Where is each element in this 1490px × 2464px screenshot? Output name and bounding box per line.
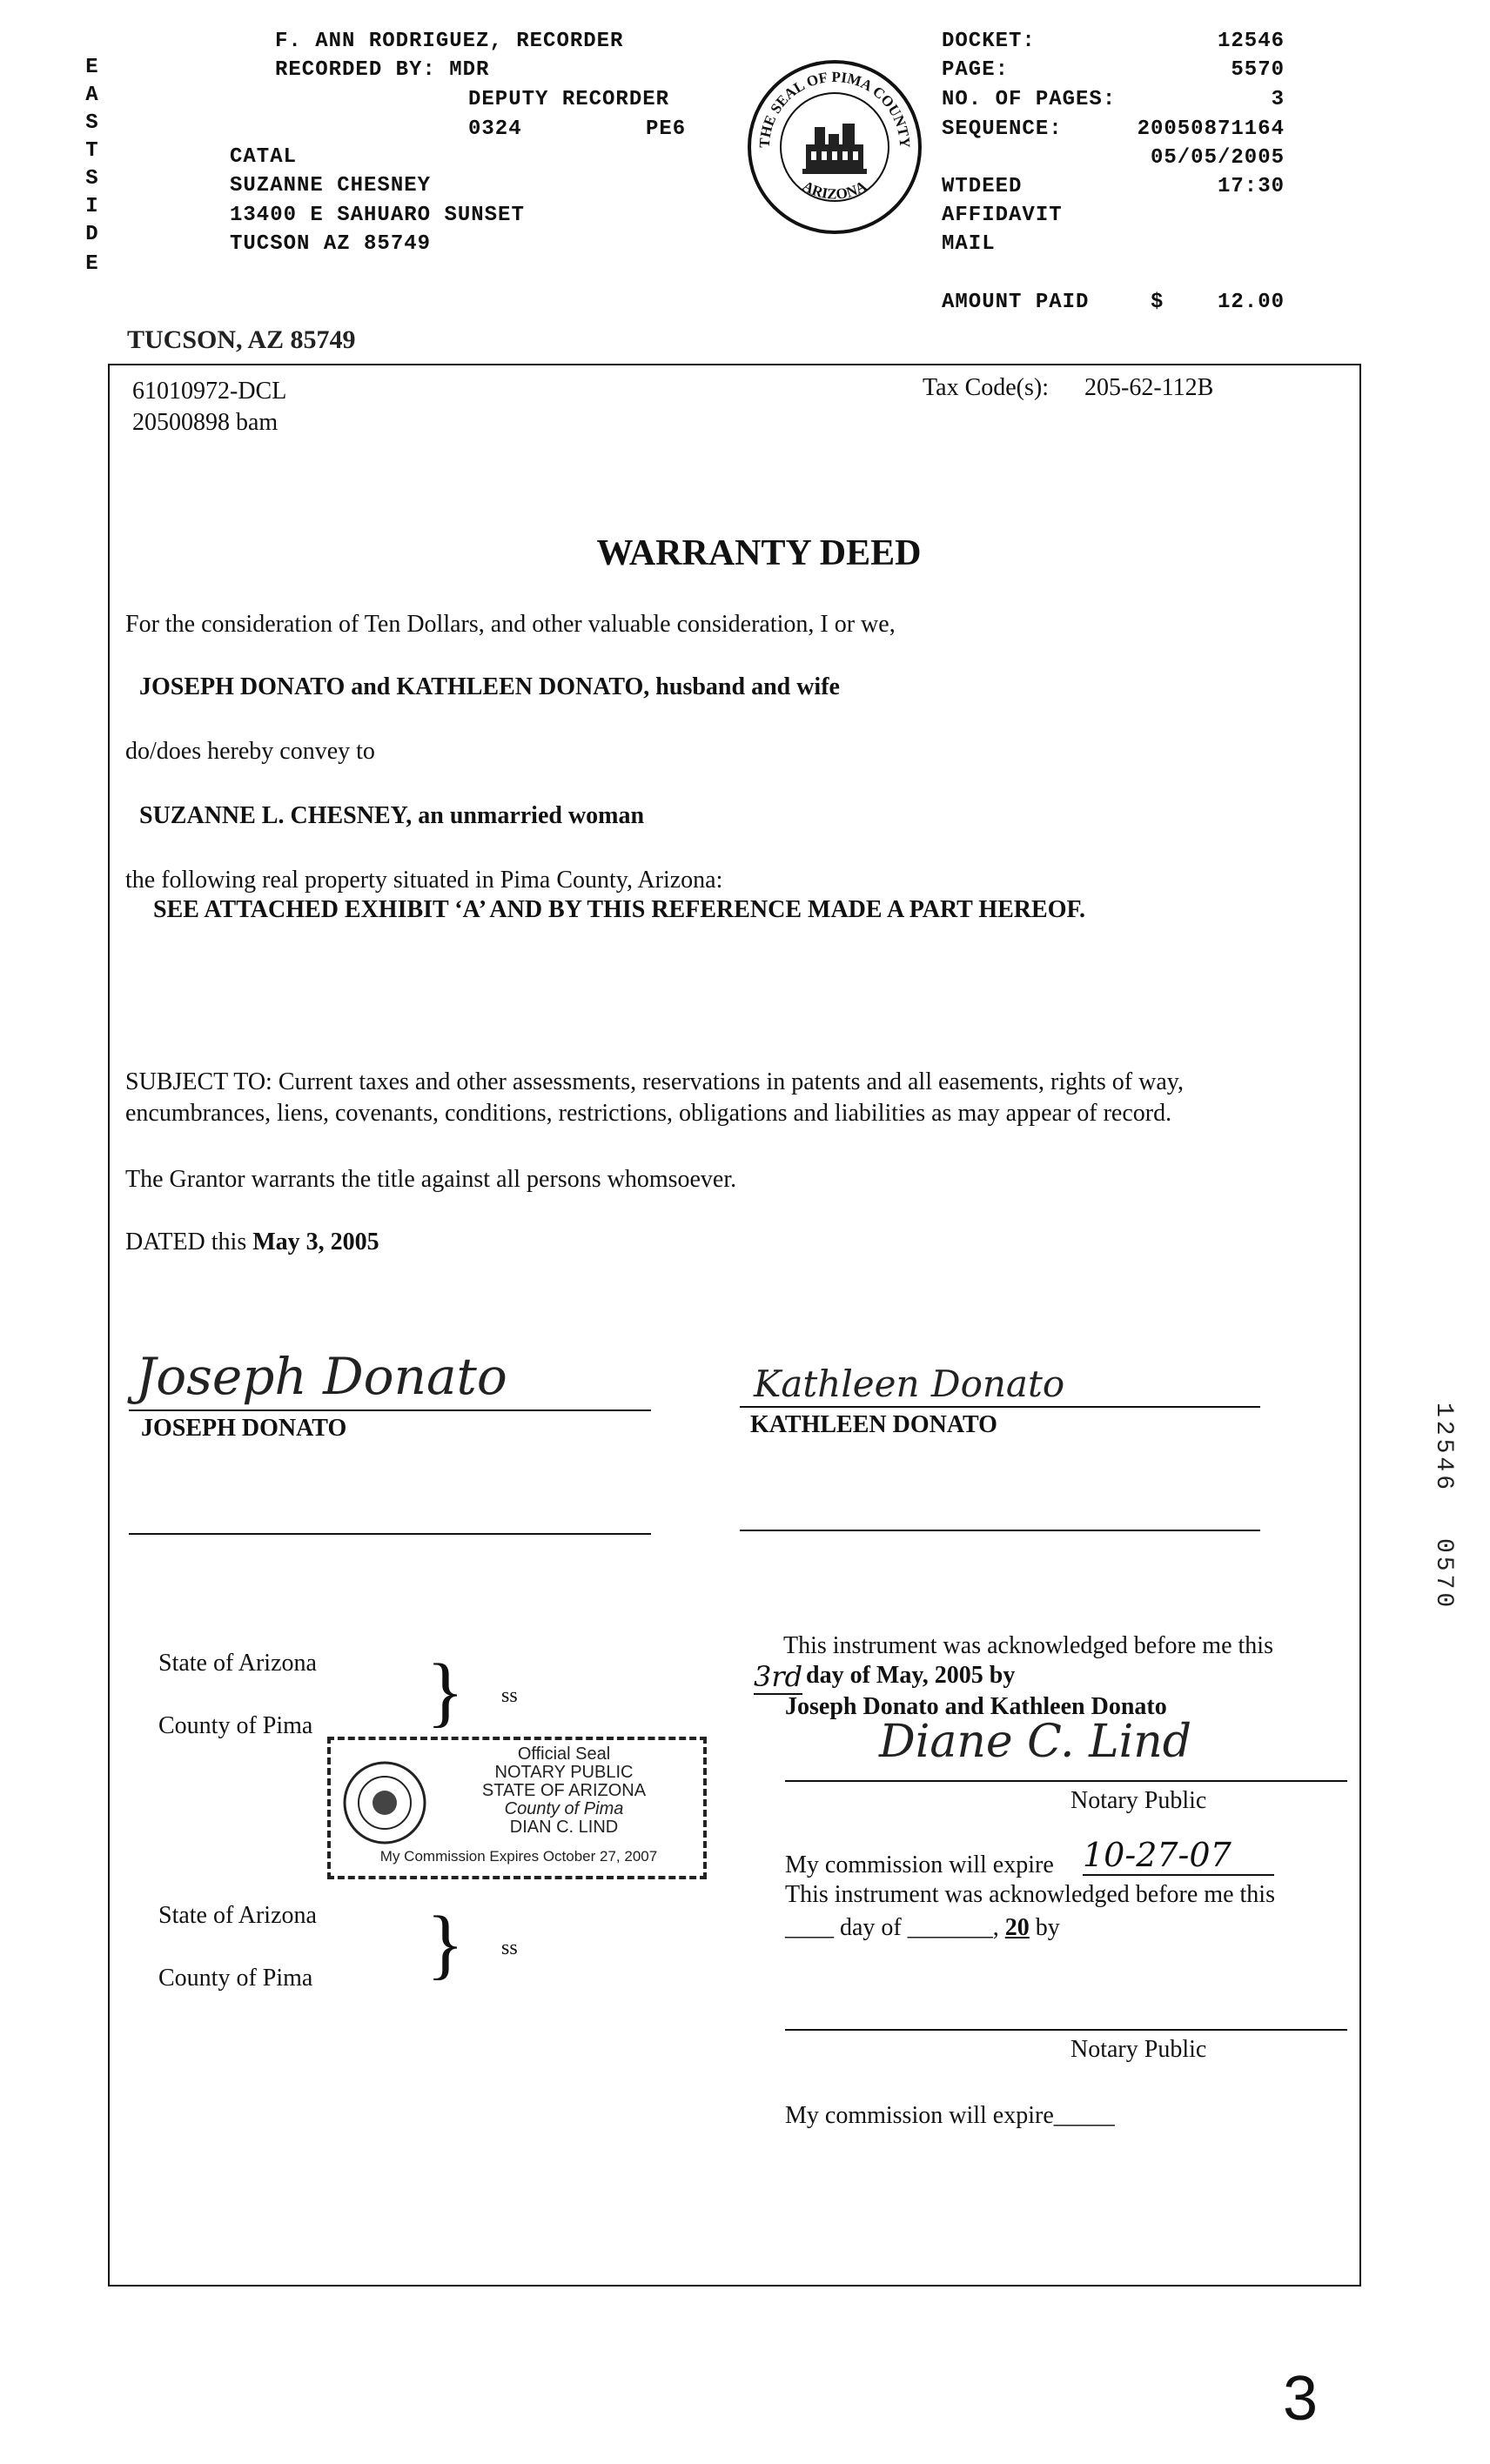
side-letter: D bbox=[85, 223, 99, 246]
property-text: the following real property situated in Pima County, Arizona: bbox=[125, 867, 723, 894]
sequence-label: SEQUENCE: bbox=[942, 117, 1063, 141]
side-letter: E bbox=[85, 56, 99, 79]
side-letter: I bbox=[85, 195, 99, 218]
seal-text-bottom: ARIZONA bbox=[800, 177, 869, 203]
notary-signature: Diane C. Lind bbox=[879, 1716, 1192, 1768]
side-letter: T bbox=[85, 139, 99, 163]
catal: CATAL bbox=[230, 145, 298, 169]
recipient-city: TUCSON AZ 85749 bbox=[230, 232, 432, 256]
deed-frame bbox=[108, 364, 1361, 2287]
ack2-state: State of Arizona bbox=[158, 1902, 317, 1929]
mail: MAIL bbox=[942, 232, 996, 256]
stamp-line-3: STATE OF ARIZONA bbox=[481, 1781, 647, 1800]
ack1-day-handwritten: 3rd bbox=[754, 1660, 803, 1693]
notary-signature-line bbox=[785, 2029, 1347, 2031]
ack1-expire-label: My commission will expire bbox=[785, 1851, 1054, 1878]
signature-line bbox=[129, 1409, 651, 1411]
stamp-line-5: DIAN C. LIND bbox=[509, 1818, 619, 1837]
ack1-county: County of Pima bbox=[158, 1712, 313, 1739]
signature-line bbox=[740, 1406, 1260, 1408]
docket-value: 12546 bbox=[1217, 30, 1285, 53]
amount-currency: $ bbox=[1151, 291, 1164, 314]
grantee: SUZANNE L. CHESNEY, an unmarried woman bbox=[139, 802, 645, 829]
svg-text:ARIZONA bbox=[800, 177, 870, 203]
ack2-ss: ss bbox=[501, 1937, 518, 1959]
ack1-expire-handwritten: 10-27-07 bbox=[1083, 1836, 1274, 1876]
grantor-2-signature: Kathleen Donato bbox=[754, 1363, 1065, 1405]
ack2-notary-label: Notary Public bbox=[1071, 2036, 1207, 2063]
ack2-expire-label: My commission will expire_____ bbox=[785, 2102, 1115, 2129]
subject-to-line-2: encumbrances, liens, covenants, conditions, restrictions, obligations and liabilities as may appear of record. bbox=[125, 1100, 1172, 1127]
docket-label: DOCKET: bbox=[942, 30, 1036, 53]
ack2-by: by bbox=[1029, 1914, 1060, 1941]
consideration-text: For the consideration of Ten Dollars, and other valuable consideration, I or we, bbox=[125, 611, 896, 638]
dated-prefix: DATED this bbox=[125, 1229, 253, 1255]
ack1-line-2: day of May, 2005 by bbox=[806, 1662, 1016, 1689]
recorded-date: 05/05/2005 bbox=[1150, 146, 1285, 170]
signature-line bbox=[740, 1530, 1260, 1531]
recorded-time: 17:30 bbox=[1217, 175, 1285, 198]
stamp-line-1: Official Seal bbox=[517, 1744, 611, 1764]
ack2-year: 20 bbox=[1004, 1914, 1030, 1941]
side-letter: A bbox=[85, 84, 99, 107]
page-value: 5570 bbox=[1231, 58, 1285, 82]
exhibit-reference: SEE ATTACHED EXHIBIT ‘A’ AND BY THIS REFERENCE MADE A PART HEREOF. bbox=[153, 896, 1086, 923]
recipient-address: 13400 E SAHUARO SUNSET bbox=[230, 204, 525, 227]
recorder-name: F. ANN RODRIGUEZ, RECORDER bbox=[275, 30, 624, 53]
side-letter: E bbox=[85, 252, 99, 276]
ack1-notary-label: Notary Public bbox=[1071, 1787, 1207, 1814]
page-label: PAGE: bbox=[942, 58, 1010, 82]
signature-line bbox=[129, 1533, 651, 1535]
dated-value: May 3, 2005 bbox=[252, 1229, 379, 1255]
deputy-recorder: DEPUTY RECORDER bbox=[468, 88, 670, 111]
page-number: 3 bbox=[1283, 2364, 1319, 2434]
notary-stamp bbox=[327, 1737, 707, 1879]
signer-1-name: JOSEPH DONATO bbox=[141, 1415, 347, 1442]
reference-number: 61010972-DCL bbox=[132, 378, 287, 405]
affidavit: AFFIDAVIT bbox=[942, 204, 1063, 227]
grantors: JOSEPH DONATO and KATHLEEN DONATO, husband and wife bbox=[139, 673, 840, 700]
ack1-state: State of Arizona bbox=[158, 1650, 317, 1677]
convey-text: do/does hereby convey to bbox=[125, 738, 375, 765]
brace-icon: } bbox=[426, 1649, 465, 1735]
stamp-line-6: My Commission Expires October 27, 2007 bbox=[379, 1848, 658, 1865]
recipient-name: SUZANNE CHESNEY bbox=[230, 174, 432, 198]
ack1-names: Joseph Donato and Kathleen Donato bbox=[785, 1693, 1167, 1720]
pages-value: 3 bbox=[1271, 88, 1285, 111]
pages-label: NO. OF PAGES: bbox=[942, 88, 1117, 111]
escrow-reference: 20500898 bam bbox=[132, 409, 279, 436]
notary-signature-line bbox=[785, 1780, 1347, 1782]
document-type: WTDEED bbox=[942, 175, 1023, 198]
grantor-1-signature: Joseph Donato bbox=[136, 1347, 507, 1406]
side-letter: S bbox=[85, 111, 99, 135]
tax-code-value: 205-62-112B bbox=[1084, 374, 1214, 401]
state-seal-icon bbox=[341, 1759, 428, 1846]
recorded-by: RECORDED BY: MDR bbox=[275, 58, 490, 82]
document-title: WARRANTY DEED bbox=[596, 533, 922, 573]
amount-label: AMOUNT PAID bbox=[942, 291, 1090, 314]
deputy-code: 0324 bbox=[468, 117, 522, 141]
deputy-code-2: PE6 bbox=[646, 117, 687, 141]
margin-docket-number: 12546 bbox=[1430, 1403, 1457, 1494]
seal-text-top: THE SEAL OF PIMA COUNTY bbox=[755, 68, 914, 149]
cut-off-address: TUCSON, AZ 85749 bbox=[127, 325, 356, 354]
dated-line bbox=[125, 1229, 379, 1256]
ack1-ss: ss bbox=[501, 1684, 518, 1707]
warranty-text: The Grantor warrants the title against all persons whomsoever. bbox=[125, 1166, 737, 1193]
stamp-line-4: County of Pima bbox=[504, 1799, 624, 1818]
ack2-line-2 bbox=[785, 1914, 1060, 1942]
sequence-value: 20050871164 bbox=[1137, 117, 1285, 141]
ack2-county: County of Pima bbox=[158, 1965, 313, 1992]
ack2-day-blank: ____ day of _______, bbox=[785, 1914, 1005, 1941]
signer-2-name: KATHLEEN DONATO bbox=[750, 1411, 997, 1438]
ack2-line-1: This instrument was acknowledged before me this bbox=[785, 1881, 1275, 1908]
stamp-line-2: NOTARY PUBLIC bbox=[494, 1763, 634, 1782]
amount-value: 12.00 bbox=[1217, 291, 1285, 314]
subject-to-line-1: SUBJECT TO: Current taxes and other assessments, reservations in patents and all easements, rights of way, bbox=[125, 1068, 1184, 1095]
ack1-line-1: This instrument was acknowledged before me this bbox=[783, 1632, 1273, 1659]
side-letter: S bbox=[85, 167, 99, 191]
margin-page-number: 0570 bbox=[1430, 1538, 1457, 1611]
brace-icon: } bbox=[426, 1901, 465, 1987]
tax-code-label: Tax Code(s): bbox=[923, 374, 1050, 401]
pima-county-seal bbox=[745, 57, 924, 237]
